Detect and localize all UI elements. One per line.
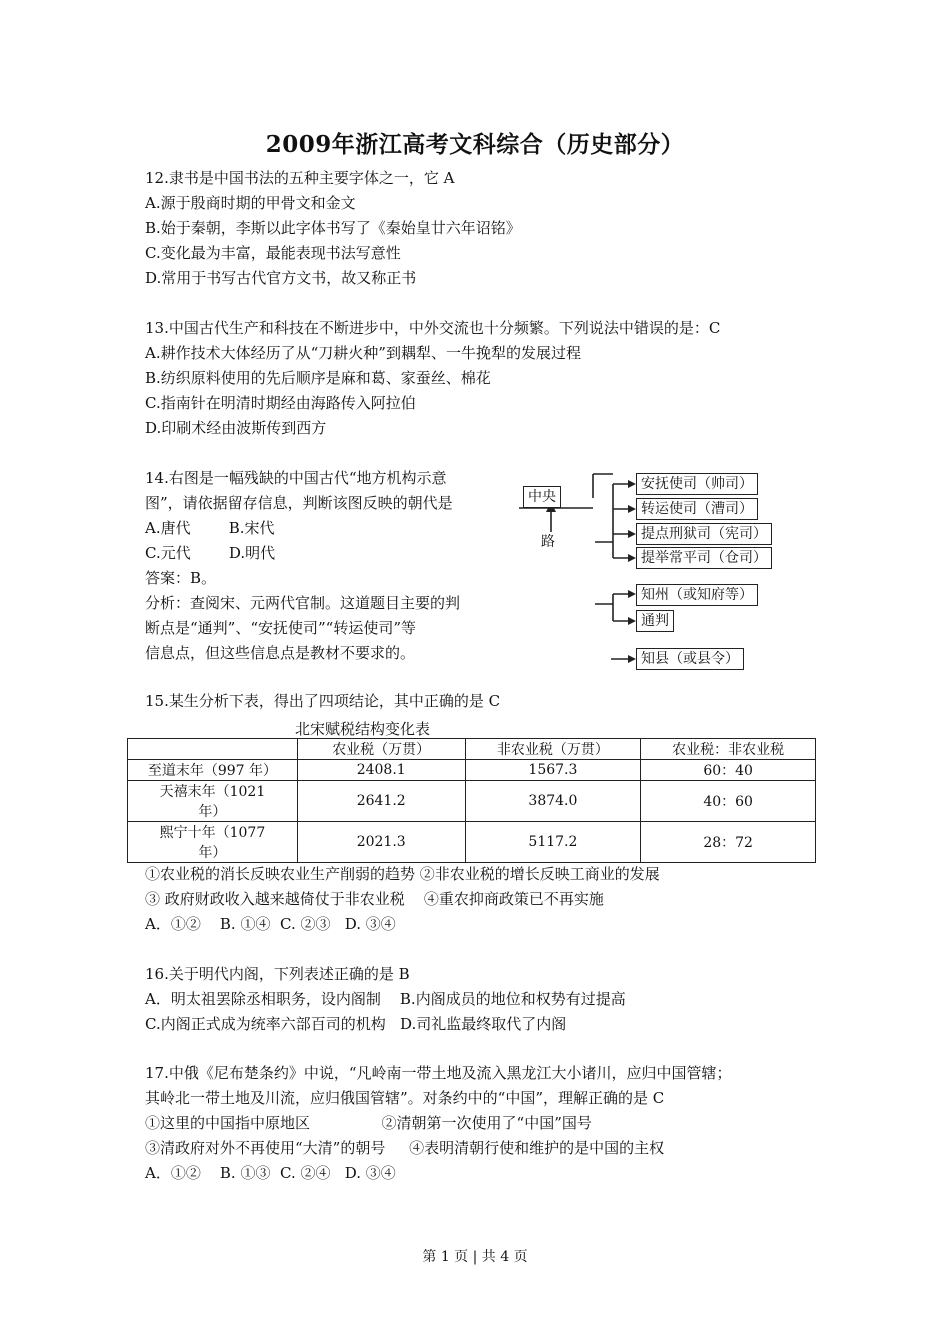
table-row [128, 760, 816, 781]
table-cell: 天禧末年（1021 年） [128, 781, 298, 822]
table-cell: 5117.2 [465, 822, 641, 863]
q14-analysis: 断点是“通判”、“安抚使司”“转运使司”等 [145, 619, 417, 637]
q13-option-a: A.耕作技术大体经历了从“刀耕火种”到耦犁、一牛挽犁的发展过程 [145, 344, 581, 362]
lu-office-box: 转运使司（漕司） [636, 498, 758, 520]
table-cell: 28：72 [641, 822, 816, 863]
table-cell: 60：40 [641, 760, 816, 781]
table-header [128, 739, 298, 760]
lu-office-box: 提举常平司（仓司） [636, 547, 772, 569]
zhou-office-box: 知州（或知府等） [636, 584, 758, 606]
table-cell: 2408.1 [297, 760, 465, 781]
q12-option-d: D.常用于书写古代官方文书，故又称正书 [145, 269, 417, 287]
q16-options: C.内阁正式成为统率六部百司的机构 D.司礼监最终取代了内阁 [145, 1015, 567, 1033]
q17-stem: 其岭北一带土地及川流，应归俄国管辖”。对条约中的“中国”，理解正确的是 C [145, 1089, 665, 1107]
q13-option-d: D.印刷术经由波斯传到西方 [145, 419, 327, 437]
q15-stem: 15.某生分析下表，得出了四项结论，其中正确的是 C [145, 692, 501, 710]
table-cell: 至道末年（997 年） [128, 760, 298, 781]
table-header: 农业税：非农业税 [641, 739, 816, 760]
q14-options-ab: A.唐代 B.宋代 [145, 519, 275, 537]
tax-structure-table [127, 738, 816, 863]
q14-options-cd: C.元代 D.明代 [145, 544, 276, 562]
q16-stem: 16.关于明代内阁，下列表述正确的是 B [145, 965, 410, 983]
page-footer: 第 1 页 | 共 4 页 [422, 1249, 528, 1265]
q14-analysis: 分析：查阅宋、元两代官制。这道题目主要的判 [145, 594, 461, 612]
q14-line: 14.右图是一幅残缺的中国古代“地方机构示意 [145, 469, 447, 487]
q16-options: A．明太祖罢除丞相职务，设内阁制 B.内阁成员的地位和权势有过提高 [145, 990, 626, 1008]
table-cell: 2641.2 [297, 781, 465, 822]
q12-option-b: B.始于秦朝，李斯以此字体书写了《秦始皇廿六年诏铭》 [145, 219, 521, 237]
q17-statements: ①这里的中国指中原地区 ②清朝第一次使用了“中国”国号 [145, 1114, 592, 1132]
table-header: 非农业税（万贯） [465, 739, 641, 760]
q12-stem: 12.隶书是中国书法的五种主要字体之一，它 A [145, 169, 455, 187]
q12-option-c: C.变化最为丰富，最能表现书法写意性 [145, 244, 401, 262]
q17-stem: 17.中俄《尼布楚条约》中说，“凡岭南一带土地及流入黑龙江大小诸川，应归中国管辖； [145, 1064, 732, 1082]
xian-office-box: 知县（或县令） [636, 648, 744, 670]
table-cell: 熙宁十年（1077 年） [128, 822, 298, 863]
table-cell: 2021.3 [297, 822, 465, 863]
central-box: 中央 [523, 486, 561, 508]
q12-option-a: A.源于殷商时期的甲骨文和金文 [145, 194, 356, 212]
q13-stem: 13.中国古代生产和科技在不断进步中，中外交流也十分频繁。下列说法中错误的是：C [145, 319, 721, 337]
table-cell: 3874.0 [465, 781, 641, 822]
q14-analysis: 信息点，但这些信息点是教材不要求的。 [145, 644, 416, 662]
q13-option-c: C.指南针在明清时期经由海路传入阿拉伯 [145, 394, 416, 412]
table-cell: 1567.3 [465, 760, 641, 781]
q15-statements: ①农业税的消长反映农业生产削弱的趋势 ②非农业税的增长反映工商业的发展 [145, 865, 660, 883]
q17-statements: ③清政府对外不再使用“大清”的朝号 ④表明清朝行使和维护的是中国的主权 [145, 1139, 665, 1157]
lu-label: 路 [537, 532, 559, 552]
q15-statements: ③ 政府财政收入越来越倚仗于非农业税 ④重农抑商政策已不再实施 [145, 890, 604, 908]
q14-line: 图”，请依据留存信息，判断该图反映的朝代是 [145, 494, 453, 512]
q17-choices: A．①② B. ①③ C. ②④ D. ③④ [145, 1164, 396, 1182]
table-header-row [128, 739, 816, 760]
page-title: 2009年浙江高考文科综合（历史部分） [265, 131, 685, 158]
q15-choices: A．①② B. ①④ C. ②③ D. ③④ [145, 915, 396, 933]
table-cell: 40：60 [641, 781, 816, 822]
table-row [128, 822, 816, 863]
q13-option-b: B.纺织原料使用的先后顺序是麻和葛、家蚕丝、棉花 [145, 369, 491, 387]
lu-office-box: 安抚使司（帅司） [636, 473, 758, 495]
lu-office-box: 提点刑狱司（宪司） [636, 523, 772, 545]
table-row [128, 781, 816, 822]
zhou-office-box: 通判 [636, 610, 674, 632]
local-institutions-diagram [515, 466, 795, 676]
q14-answer: 答案：B。 [145, 569, 217, 587]
table-caption: 北宋赋税结构变化表 [295, 720, 431, 738]
table-header: 农业税（万贯） [297, 739, 465, 760]
